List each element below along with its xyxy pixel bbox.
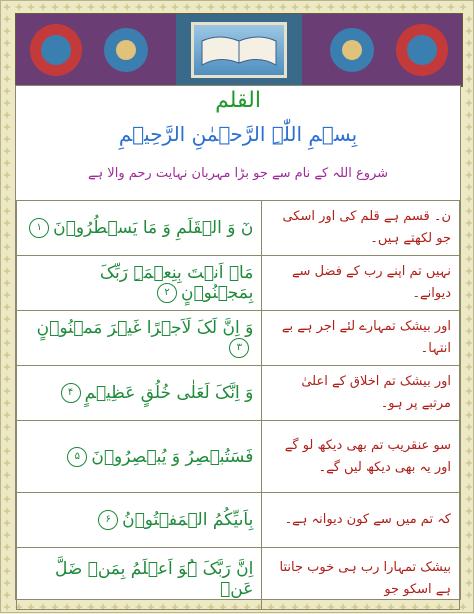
border-star <box>3 459 11 467</box>
verse-urdu-translation: نہیں تم اپنے رب کے فضل سے دیوانے۔ <box>262 256 460 311</box>
verse-row <box>17 311 460 366</box>
border-star <box>465 339 473 347</box>
border-star <box>3 555 11 563</box>
border-star <box>465 207 473 215</box>
border-star <box>63 3 71 11</box>
border-star <box>465 351 473 359</box>
border-star <box>3 63 11 71</box>
border-star <box>315 3 323 11</box>
border-star <box>267 3 275 11</box>
border-star <box>465 591 473 599</box>
border-star <box>3 3 11 11</box>
verse-number-badge: ۳ <box>229 338 249 358</box>
border-star <box>465 147 473 155</box>
border-star <box>75 3 83 11</box>
border-star <box>465 363 473 371</box>
border-star <box>465 171 473 179</box>
verse-row <box>17 421 460 493</box>
border-star <box>465 303 473 311</box>
border-star <box>3 483 11 491</box>
border-star <box>351 3 359 11</box>
border-star <box>3 99 11 107</box>
border-star <box>3 603 11 611</box>
border-star <box>465 423 473 431</box>
border-star <box>465 255 473 263</box>
border-star <box>3 159 11 167</box>
border-star <box>243 3 251 11</box>
verse-urdu-translation: اور بیشک تم اخلاق کے اعلیٰ مرتبے پر ہو۔ <box>262 366 460 421</box>
border-star <box>3 267 11 275</box>
border-star <box>465 459 473 467</box>
border-star <box>465 195 473 203</box>
border-star <box>465 15 473 23</box>
border-star <box>3 219 11 227</box>
border-star <box>147 3 155 11</box>
ornament-left <box>16 14 176 86</box>
surah-header <box>16 86 460 198</box>
border-star <box>3 579 11 587</box>
border-star <box>465 279 473 287</box>
border-star <box>3 387 11 395</box>
border-star <box>3 135 11 143</box>
border-star <box>3 531 11 539</box>
border-star <box>3 411 11 419</box>
verse-arabic-text: فَسَتُبۡصِرُ وَ یُبۡصِرُوۡنَ <box>91 446 254 467</box>
border-star <box>3 123 11 131</box>
border-star <box>3 171 11 179</box>
border-star <box>459 3 467 11</box>
border-star <box>3 303 11 311</box>
border-star <box>111 3 119 11</box>
border-star <box>465 231 473 239</box>
verse-urdu-translation: سو عنقریب تم بھی دیکھ لو گے اور یہ بھی دیکھ لیں گے۔ <box>262 421 460 493</box>
border-star <box>465 183 473 191</box>
border-star <box>3 351 11 359</box>
border-star <box>465 111 473 119</box>
border-star <box>3 207 11 215</box>
border-star <box>465 63 473 71</box>
border-star <box>465 327 473 335</box>
border-star <box>3 87 11 95</box>
border-star <box>195 3 203 11</box>
verse-urdu-translation: اور بیشک تمہارے لئے اجر ہے بے انتہا۔ <box>262 311 460 366</box>
verse-row <box>17 493 460 548</box>
border-star <box>3 423 11 431</box>
border-star <box>375 3 383 11</box>
border-star <box>207 3 215 11</box>
verse-row <box>17 366 460 421</box>
verse-arabic <box>17 421 262 493</box>
verse-arabic-text: وَ اِنَّکَ لَعَلٰی خُلُقٍ عَظِیۡمٍ <box>84 383 254 403</box>
border-star <box>465 507 473 515</box>
border-star <box>291 3 299 11</box>
border-star <box>465 435 473 443</box>
border-star <box>3 15 11 23</box>
border-star <box>99 3 107 11</box>
border-star <box>465 291 473 299</box>
border-star <box>339 3 347 11</box>
quran-book-image <box>191 22 287 78</box>
bismillah-arabic: بِسۡمِ اللّٰہِ الرَّحۡمٰنِ الرَّحِیۡمِ <box>118 122 358 146</box>
border-star <box>465 447 473 455</box>
ornament-right <box>302 14 462 86</box>
border-star <box>3 75 11 83</box>
verse-number-badge: ۵ <box>67 447 87 467</box>
border-star <box>465 483 473 491</box>
verse-row <box>17 201 460 256</box>
verse-arabic <box>17 201 262 256</box>
border-star <box>447 3 455 11</box>
border-star <box>183 3 191 11</box>
verse-arabic-text: مَاۤ اَنۡتَ بِنِعۡمَۃِ رَبِّکَ بِمَجۡنُوۡنٍ <box>99 263 254 303</box>
border-star <box>465 375 473 383</box>
border-star <box>465 555 473 563</box>
border-star <box>465 495 473 503</box>
border-star <box>3 27 11 35</box>
border-star <box>3 51 11 59</box>
border-star <box>3 591 11 599</box>
border-star <box>465 27 473 35</box>
verse-arabic-text: وَ اِنَّ لَکَ لَاَجۡرًا غَیۡرَ مَمۡنُوۡنٍ <box>36 318 254 338</box>
border-star <box>123 3 131 11</box>
border-star <box>3 519 11 527</box>
border-star <box>465 135 473 143</box>
border-star <box>465 219 473 227</box>
border-star <box>39 3 47 11</box>
border-star <box>15 3 23 11</box>
border-star <box>465 75 473 83</box>
verse-urdu-translation: کہ تم میں سے کون دیوانہ ہے۔ <box>262 493 460 548</box>
border-star <box>465 39 473 47</box>
border-star <box>399 3 407 11</box>
verse-arabic <box>17 493 262 548</box>
verse-urdu-translation: ن۔ قسم ہے قلم کی اور اسکی جو لکھتے ہیں۔ <box>262 201 460 256</box>
border-star <box>327 3 335 11</box>
border-star <box>465 531 473 539</box>
border-star <box>3 399 11 407</box>
border-star <box>465 519 473 527</box>
border-star <box>231 3 239 11</box>
verse-number-badge: ۶ <box>98 510 118 530</box>
verse-arabic-text: نٓ وَ الۡقَلَمِ وَ مَا یَسۡطُرُوۡنَ <box>53 218 254 238</box>
border-star <box>51 3 59 11</box>
verses-table <box>16 200 460 610</box>
verse-arabic-text: اِنَّ رَبَّکَ ہُوَ اَعۡلَمُ بِمَنۡ ضَلَّ عَنۡ <box>54 558 254 599</box>
border-star <box>3 111 11 119</box>
border-star <box>3 339 11 347</box>
verse-row <box>17 256 460 311</box>
border-star <box>3 507 11 515</box>
border-star <box>465 243 473 251</box>
border-star <box>3 291 11 299</box>
verse-arabic <box>17 548 262 610</box>
border-star <box>465 87 473 95</box>
border-star <box>465 99 473 107</box>
border-star <box>465 123 473 131</box>
border-star <box>387 3 395 11</box>
border-star <box>465 543 473 551</box>
border-star <box>3 195 11 203</box>
verse-urdu-translation: بیشک تمہارا رب ہی خوب جانتا ہے اسکو جو <box>262 548 460 610</box>
border-star <box>219 3 227 11</box>
border-star <box>465 399 473 407</box>
border-star <box>363 3 371 11</box>
border-star <box>411 3 419 11</box>
border-star <box>3 447 11 455</box>
border-star <box>465 51 473 59</box>
border-star <box>3 39 11 47</box>
border-star <box>171 3 179 11</box>
border-star <box>423 3 431 11</box>
border-star <box>465 159 473 167</box>
border-star <box>159 3 167 11</box>
header-banner <box>15 13 463 87</box>
border-star <box>3 567 11 575</box>
verse-arabic-text: بِاَىیِّکُمُ الۡمَفۡتُوۡنُ <box>122 510 254 530</box>
surah-title: القلم <box>215 88 261 113</box>
border-star <box>465 315 473 323</box>
border-star <box>3 279 11 287</box>
verse-arabic <box>17 256 262 311</box>
border-star <box>3 243 11 251</box>
verse-number-badge: ۲ <box>157 283 177 303</box>
border-star <box>435 3 443 11</box>
border-star <box>3 255 11 263</box>
border-star <box>459 603 467 611</box>
border-star <box>3 315 11 323</box>
border-star <box>465 471 473 479</box>
border-star <box>3 183 11 191</box>
border-star <box>465 411 473 419</box>
border-star <box>27 3 35 11</box>
border-star <box>465 579 473 587</box>
border-star <box>3 231 11 239</box>
verse-row <box>17 548 460 610</box>
border-star <box>279 3 287 11</box>
border-star <box>3 363 11 371</box>
border-star <box>3 327 11 335</box>
border-star <box>465 267 473 275</box>
border-star <box>465 567 473 575</box>
verse-arabic <box>17 366 262 421</box>
verse-number-badge: ۱ <box>29 218 49 238</box>
border-star <box>465 387 473 395</box>
border-star <box>135 3 143 11</box>
border-star <box>3 495 11 503</box>
border-star <box>3 147 11 155</box>
border-star <box>3 375 11 383</box>
content-panel <box>15 85 461 600</box>
border-star <box>303 3 311 11</box>
verse-number-badge: ۴ <box>61 383 81 403</box>
border-star <box>87 3 95 11</box>
border-star <box>3 543 11 551</box>
bismillah-urdu: شروع اللہ کے نام سے جو بڑا مہربان نہایت رحم والا ہے <box>87 166 389 181</box>
border-star <box>3 471 11 479</box>
verse-arabic <box>17 311 262 366</box>
border-star <box>3 435 11 443</box>
border-star <box>255 3 263 11</box>
open-book-icon <box>194 25 284 75</box>
